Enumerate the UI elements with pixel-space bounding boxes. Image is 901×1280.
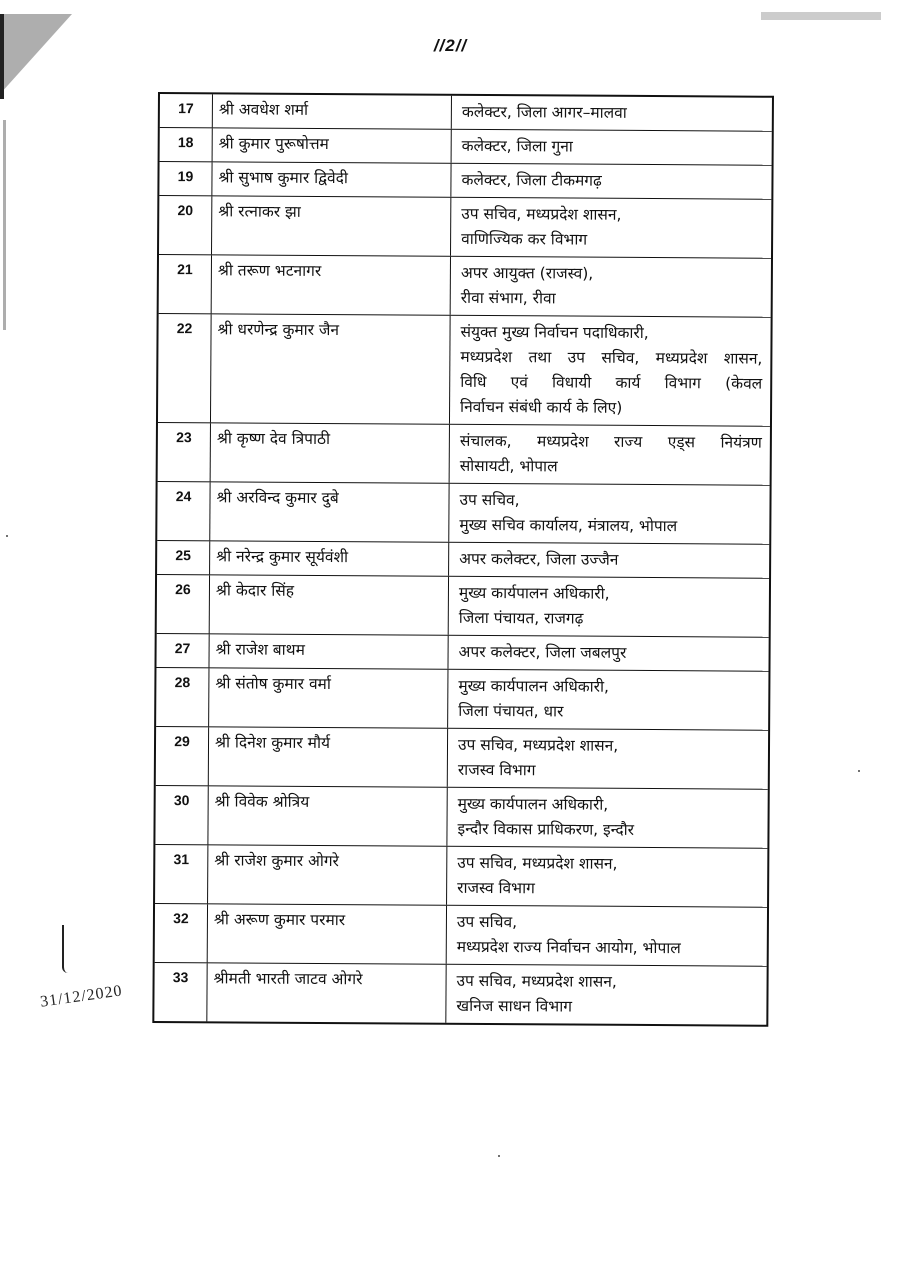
posting-line: जिला पंचायत, धार — [458, 701, 564, 721]
serial-number-cell: 30 — [155, 786, 208, 844]
posting-cell — [450, 425, 770, 485]
scan-speck — [6, 535, 8, 537]
serial-number-cell: 29 — [156, 727, 209, 785]
posting-line: कलेक्टर, जिला टीकमगढ़ — [461, 170, 602, 190]
posting-line: मध्यप्रदेश राज्य निर्वाचन आयोग, भोपाल — [456, 937, 681, 958]
scan-speck — [858, 770, 860, 772]
table-row — [160, 94, 772, 132]
posting-cell — [447, 847, 767, 907]
serial-number-cell: 20 — [159, 196, 212, 254]
posting-cell — [449, 484, 769, 544]
posting-line: मध्यप्रदेश तथा उप सचिव, मध्यप्रदेश शासन, — [460, 347, 763, 368]
posting-cell — [452, 130, 772, 165]
posting-line: मुख्य कार्यपालन अधिकारी, — [458, 676, 610, 696]
serial-number-cell: 31 — [155, 845, 208, 903]
serial-number-cell: 33 — [154, 963, 207, 1021]
table-row — [156, 727, 768, 790]
posting-line: अपर कलेक्टर, जिला उज्जैन — [459, 549, 619, 569]
table-row — [159, 162, 771, 200]
posting-line: कलेक्टर, जिला गुना — [461, 136, 573, 156]
posting-cell — [450, 316, 771, 426]
table-row — [156, 634, 768, 672]
posting-line: अपर कलेक्टर, जिला जबलपुर — [458, 642, 627, 662]
table-row — [159, 255, 771, 318]
officer-name-cell: श्री रत्नाकर झा — [212, 196, 451, 255]
officer-name-cell: श्री तरूण भटनागर — [212, 255, 451, 314]
officer-name-cell: श्री कृष्ण देव त्रिपाठी — [211, 423, 450, 482]
posting-cell — [448, 636, 768, 671]
posting-line: वाणिज्यिक कर विभाग — [461, 229, 588, 249]
officer-name-cell: श्री अरविन्द कुमार दुबे — [210, 482, 449, 541]
serial-number-cell: 27 — [156, 634, 209, 667]
table-row — [160, 128, 772, 166]
officer-name-cell: श्रीमती भारती जाटव ओगरे — [207, 963, 446, 1022]
posting-line: उप सचिव, — [459, 490, 520, 510]
posting-cell — [451, 164, 771, 199]
posting-line: जिला पंचायत, राजगढ़ — [458, 608, 584, 628]
posting-line: मुख्य कार्यपालन अधिकारी, — [457, 794, 609, 814]
posting-line: राजस्व विभाग — [457, 878, 535, 898]
table-row — [154, 963, 766, 1025]
table-row — [157, 575, 769, 638]
officer-name-cell: श्री केदार सिंह — [210, 575, 449, 634]
table-row — [155, 786, 767, 849]
serial-number-cell: 18 — [160, 128, 213, 161]
posting-line: राजस्व विभाग — [457, 760, 536, 780]
handwritten-date: 31/12/2020 — [39, 982, 124, 1011]
posting-line: उप सचिव, मध्यप्रदेश शासन, — [456, 971, 617, 991]
posting-line: उप सचिव, मध्यप्रदेश शासन, — [457, 853, 618, 873]
handwritten-signature — [62, 925, 74, 973]
table-row — [155, 845, 767, 908]
serial-number-cell: 26 — [157, 575, 210, 633]
officer-name-cell: श्री विवेक श्रोत्रिय — [208, 786, 447, 845]
officer-name-cell: श्री सुभाष कुमार द्विवेदी — [212, 162, 451, 196]
officer-name-cell: श्री धरणेन्द्र कुमार जैन — [211, 314, 451, 423]
posting-line: उप सचिव, मध्यप्रदेश शासन, — [461, 204, 622, 224]
posting-cell — [446, 965, 766, 1025]
table-row — [156, 668, 768, 731]
posting-cell — [448, 670, 768, 730]
officer-name-cell: श्री राजेश बाथम — [209, 634, 448, 668]
scan-corner-artifact — [761, 12, 881, 20]
posting-cell — [451, 257, 771, 317]
posting-line: मुख्य कार्यपालन अधिकारी, — [458, 583, 610, 603]
posting-line: मुख्य सचिव कार्यालय, मंत्रालय, भोपाल — [459, 515, 678, 536]
officer-posting-table — [152, 92, 774, 1027]
table-row — [159, 196, 771, 259]
posting-line: उप सचिव, — [456, 912, 518, 932]
officer-name-cell: श्री अवधेश शर्मा — [213, 94, 452, 128]
serial-number-cell: 32 — [155, 904, 208, 962]
posting-line: संयुक्त मुख्य निर्वाचन पदाधिकारी, — [460, 322, 649, 343]
serial-number-cell: 28 — [156, 668, 209, 726]
posting-cell — [449, 543, 769, 578]
serial-number-cell: 23 — [158, 423, 211, 481]
officer-name-cell: श्री दिनेश कुमार मौर्य — [209, 727, 448, 786]
scan-edge-artifact — [3, 120, 6, 330]
posting-cell — [447, 788, 767, 848]
officer-name-cell: श्री अरूण कुमार परमार — [208, 904, 447, 963]
posting-cell — [447, 906, 767, 966]
posting-line: अपर आयुक्त (राजस्व), — [460, 263, 594, 283]
posting-cell — [448, 729, 768, 789]
posting-line: रीवा संभाग, रीवा — [460, 288, 556, 308]
posting-line: कलेक्टर, जिला आगर–मालवा — [461, 102, 627, 122]
posting-line: निर्वाचन संबंधी कार्य के लिए) — [460, 397, 623, 417]
posting-cell — [451, 198, 771, 258]
page-number: //2// — [433, 36, 468, 55]
serial-number-cell: 21 — [159, 255, 212, 313]
posting-line: इन्दौर विकास प्राधिकरण, इन्दौर — [457, 819, 635, 839]
posting-line: खनिज साधन विभाग — [456, 996, 573, 1016]
posting-line: संचालक, मध्यप्रदेश राज्य एड्स नियंत्रण — [459, 431, 762, 452]
serial-number-cell: 22 — [158, 314, 212, 422]
serial-number-cell: 17 — [160, 94, 213, 127]
officer-name-cell: श्री कुमार पुरूषोत्तम — [213, 128, 452, 162]
posting-line: उप सचिव, मध्यप्रदेश शासन, — [457, 735, 619, 755]
posting-line: विधि एवं विधायी कार्य विभाग (केवल — [460, 372, 763, 393]
officer-name-cell: श्री नरेन्द्र कुमार सूर्यवंशी — [210, 541, 449, 575]
table-row — [158, 314, 771, 427]
posting-cell — [452, 96, 772, 131]
officer-name-cell: श्री संतोष कुमार वर्मा — [209, 668, 448, 727]
officer-name-cell: श्री राजेश कुमार ओगरे — [208, 845, 447, 904]
table-row — [157, 541, 769, 579]
table-row — [155, 904, 767, 967]
serial-number-cell: 19 — [159, 162, 212, 195]
serial-number-cell: 24 — [157, 482, 210, 540]
scan-speck — [498, 1155, 500, 1157]
posting-line: सोसायटी, भोपाल — [459, 456, 558, 476]
serial-number-cell: 25 — [157, 541, 210, 574]
scan-edge-artifact — [0, 14, 4, 99]
table-row — [158, 423, 770, 486]
table-row — [157, 482, 769, 545]
posting-cell — [449, 577, 769, 637]
